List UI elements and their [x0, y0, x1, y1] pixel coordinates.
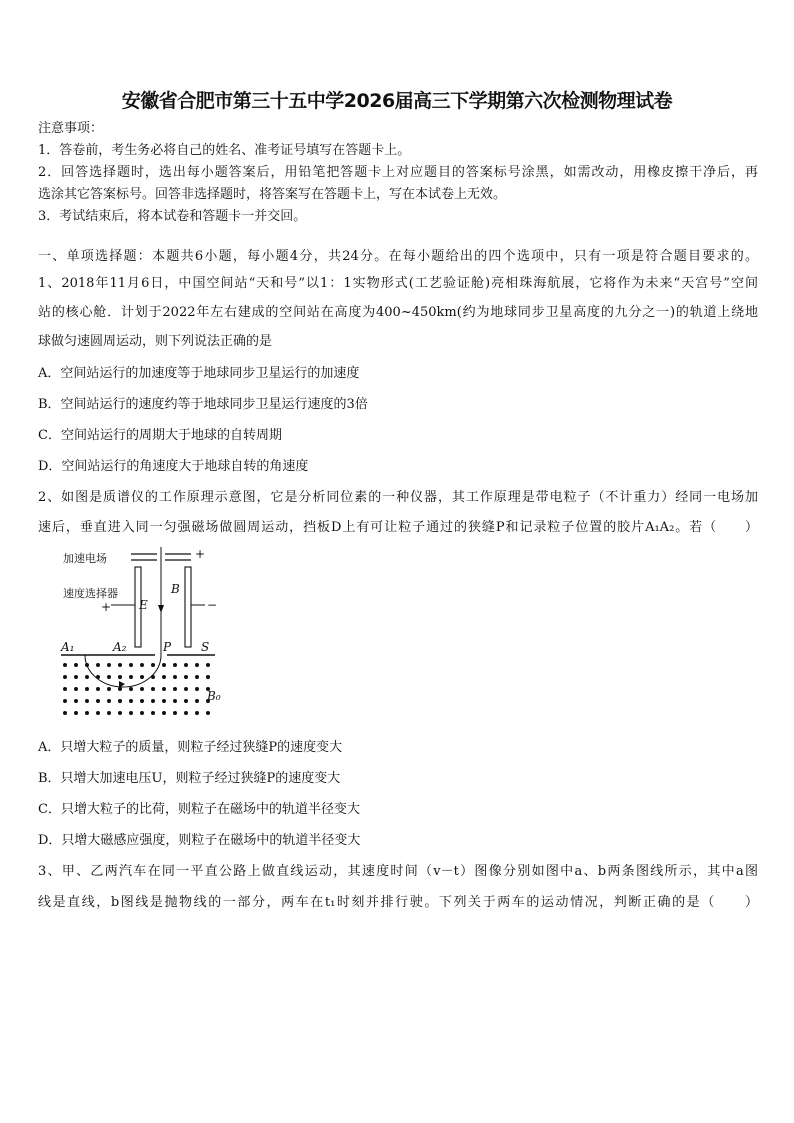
field-dot	[206, 711, 210, 715]
notice-heading: 注意事项：	[38, 121, 104, 136]
selector-plate-right	[185, 567, 191, 647]
question-2-option-c: C．只增大粒子的比荷，则粒子在磁场中的轨道半径变大	[38, 802, 360, 817]
field-dot	[96, 711, 100, 715]
question-1-text: 1、2018年11月6日，中国空间站“天和号”以1：1实物形式(工艺验证舱)亮相珠海航展，它将作为未来“天宫号”空间	[38, 276, 758, 291]
question-2-text: 速后，垂直进入同一匀强磁场做圆周运动，挡板D上有可让粒子通过的狭缝P和记录粒子位置的胶片A₁A₂。若（ ）	[38, 520, 758, 535]
field-dot	[184, 663, 188, 667]
field-dot	[107, 687, 111, 691]
label-S: S	[201, 640, 210, 654]
field-dot	[162, 663, 166, 667]
question-2-option-d: D．只增大磁感应强度，则粒子在磁场中的轨道半径变大	[38, 833, 361, 848]
field-dot	[173, 663, 177, 667]
label-A2: A₂	[113, 640, 127, 654]
field-dot	[129, 687, 133, 691]
field-dot	[129, 663, 133, 667]
field-dot	[140, 699, 144, 703]
field-dot	[63, 699, 67, 703]
field-dot	[96, 663, 100, 667]
particle-trajectory	[85, 655, 161, 687]
field-dot	[162, 675, 166, 679]
label-P: P	[163, 640, 172, 654]
question-2-option-b: B．只增大加速电压U，则粒子经过狭缝P的速度变大	[38, 771, 341, 786]
question-3-text: 线是直线，b图线是抛物线的一部分，两车在t₁时刻并排行驶。下列关于两车的运动情况，判断正确的是（ ）	[38, 895, 758, 910]
field-dot	[118, 663, 122, 667]
field-dot	[151, 711, 155, 715]
field-dot	[195, 711, 199, 715]
question-1-text: 球做匀速圆周运动，则下列说法正确的是	[38, 334, 273, 349]
field-dot	[74, 699, 78, 703]
field-dot	[96, 687, 100, 691]
field-dot	[129, 711, 133, 715]
notice-item: 1．答卷前，考生务必将自己的姓名、准考证号填写在答题卡上。	[38, 143, 411, 158]
question-1-option-d: D．空间站运行的角速度大于地球自转的角速度	[38, 459, 309, 474]
magnetic-field-dots	[63, 663, 210, 715]
field-dot	[151, 699, 155, 703]
field-dot	[195, 687, 199, 691]
field-dot	[107, 675, 111, 679]
field-dot	[195, 675, 199, 679]
field-dot	[173, 711, 177, 715]
field-dot	[184, 675, 188, 679]
field-dot	[96, 675, 100, 679]
field-dot	[206, 675, 210, 679]
field-dot	[74, 687, 78, 691]
notice-item: 2．回答选择题时，选出每小题答案后，用铅笔把答题卡上对应题目的答案标号涂黑，如需改动，用橡皮擦干净后，再	[38, 165, 758, 180]
field-dot	[140, 711, 144, 715]
label-A1: A₁	[61, 640, 75, 654]
accel-field-label: 加速电场	[63, 552, 107, 565]
mass-spectrometer-diagram	[55, 545, 245, 725]
field-dot	[107, 711, 111, 715]
field-dot	[85, 699, 89, 703]
field-dot	[74, 675, 78, 679]
field-dot	[151, 675, 155, 679]
field-dot	[118, 675, 122, 679]
field-dot	[184, 687, 188, 691]
question-1-text: 站的核心舱．计划于2022年左右建成的空间站在高度为400~450km(约为地球同步卫星高度的九分之一)的轨道上绕地	[38, 305, 758, 320]
question-1-option-b: B．空间站运行的速度约等于地球同步卫星运行速度的3倍	[38, 397, 368, 412]
notice-item: 选涂其它答案标号。回答非选择题时，将答案写在答题卡上，写在本试卷上无效。	[38, 187, 507, 202]
field-dot	[162, 687, 166, 691]
field-dot	[63, 687, 67, 691]
notice-item: 3．考试结束后，将本试卷和答题卡一并交回。	[38, 209, 307, 224]
question-1-option-c: C．空间站运行的周期大于地球的自转周期	[38, 428, 282, 443]
field-dot	[118, 711, 122, 715]
field-dot	[85, 663, 89, 667]
field-dot	[173, 675, 177, 679]
field-dot	[63, 675, 67, 679]
field-dot	[173, 687, 177, 691]
field-dot	[96, 699, 100, 703]
velocity-selector-label: 速度选择器	[63, 587, 118, 600]
plus-sign: +	[101, 600, 112, 614]
field-dot	[107, 663, 111, 667]
label-B0: B₀	[207, 689, 221, 703]
question-3-text: 3、甲、乙两汽车在同一平直公路上做直线运动，其速度时间（v－t）图像分别如图中a、b两条图线所示，其中a图	[38, 864, 758, 879]
field-dot	[85, 675, 89, 679]
field-dot	[129, 675, 133, 679]
field-dot	[206, 663, 210, 667]
arrow-down-icon	[158, 605, 164, 613]
question-2-option-a: A．只增大粒子的质量，则粒子经过狭缝P的速度变大	[38, 740, 343, 755]
field-dot	[107, 699, 111, 703]
field-dot	[173, 699, 177, 703]
field-dot	[74, 663, 78, 667]
section-heading: 一、单项选择题：本题共6小题，每小题4分，共24分。在每小题给出的四个选项中，只有一项是符合题目要求的。	[38, 249, 758, 264]
field-dot	[118, 699, 122, 703]
field-dot	[195, 699, 199, 703]
field-dot	[140, 687, 144, 691]
field-dot	[74, 711, 78, 715]
plus-sign: +	[195, 547, 206, 561]
field-dot	[129, 699, 133, 703]
field-dot	[184, 699, 188, 703]
minus-sign: −	[207, 598, 218, 612]
field-dot	[140, 675, 144, 679]
exam-title: 安徽省合肥市第三十五中学2026届高三下学期第六次检测物理试卷	[121, 90, 673, 112]
field-dot	[63, 711, 67, 715]
field-dot	[63, 663, 67, 667]
field-dot	[162, 699, 166, 703]
field-dot	[140, 663, 144, 667]
label-E: E	[139, 598, 148, 612]
question-2-text: 2、如图是质谱仪的工作原理示意图，它是分析同位素的一种仪器，其工作原理是带电粒子（不计重力）经同一电场加	[38, 490, 758, 505]
field-dot	[162, 711, 166, 715]
field-dot	[85, 711, 89, 715]
question-1-option-a: A．空间站运行的加速度等于地球同步卫星运行的加速度	[38, 366, 360, 381]
field-dot	[118, 687, 122, 691]
field-dot	[151, 687, 155, 691]
field-dot	[85, 687, 89, 691]
field-dot	[195, 663, 199, 667]
field-dot	[184, 711, 188, 715]
field-dot	[151, 663, 155, 667]
label-B: B	[171, 582, 180, 596]
